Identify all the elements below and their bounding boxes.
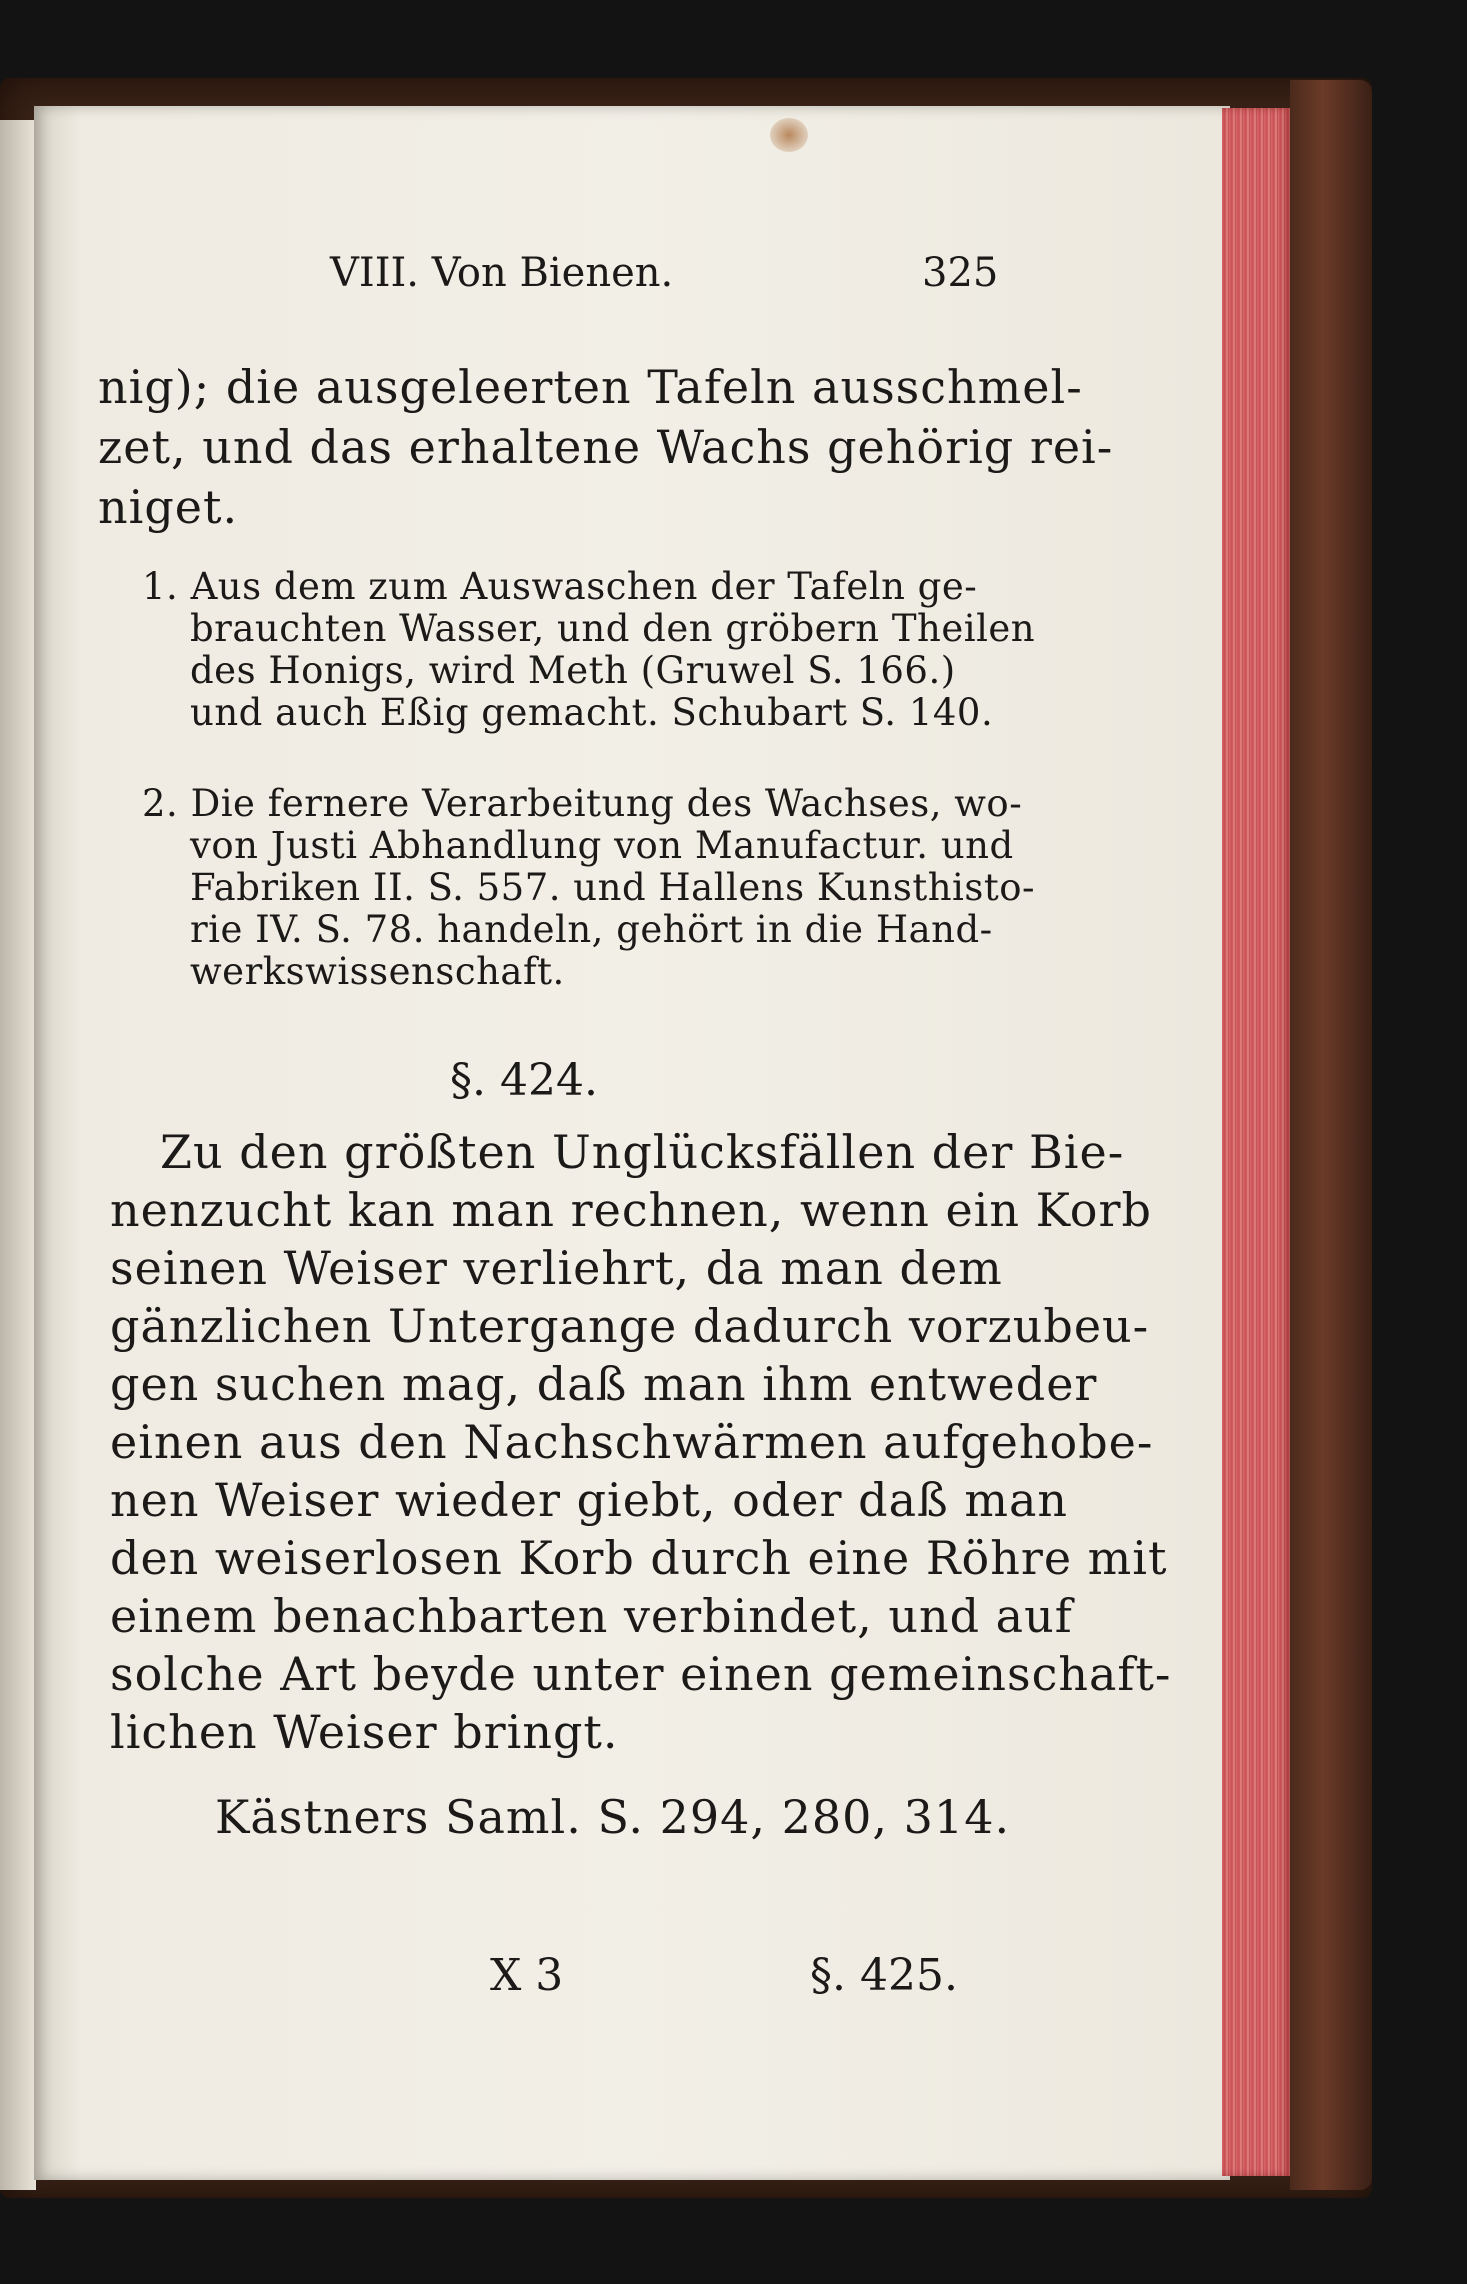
note-line: 2. Die fernere Verarbeitung des Wachses, wo-: [142, 782, 1023, 825]
note-line: werkswissenschaft.: [190, 950, 565, 993]
text-line: lichen Weiser bringt.: [110, 1705, 619, 1759]
book-cover-edge: [1290, 80, 1372, 2190]
text-line: gen suchen mag, daß man ihm entweder: [110, 1357, 1098, 1411]
note-line: Fabriken II. S. 557. und Hallens Kunsthisto-: [190, 866, 1035, 909]
note-line: und auch Eßig gemacht. Schubart S. 140.: [190, 691, 994, 734]
catchword: §. 425.: [810, 1950, 958, 2001]
page-edges-red: [1222, 108, 1290, 2176]
text-line: einem benachbarten verbindet, und auf: [110, 1589, 1073, 1643]
text-line: nig); die ausgeleerten Tafeln ausschmel-: [98, 360, 1083, 414]
text-line: Zu den größten Unglücksfällen der Bie-: [160, 1125, 1125, 1179]
text-line: einen aus den Nachschwärmen aufgehobe-: [110, 1415, 1154, 1469]
note-line: brauchten Wasser, und den gröbern Theilen: [190, 607, 1036, 650]
text-line: solche Art beyde unter einen gemeinschaft-: [110, 1647, 1172, 1701]
text-line: seinen Weiser verliehrt, da man dem: [110, 1241, 1003, 1295]
text-line: niget.: [98, 480, 239, 534]
text-line: nenzucht kan man rechnen, wenn ein Korb: [110, 1183, 1152, 1237]
note-line: des Honigs, wird Meth (Gruwel S. 166.): [190, 649, 956, 692]
text-line: nen Weiser wieder giebt, oder daß man: [110, 1473, 1069, 1527]
text-line: gänzlichen Untergange dadurch vorzubeu-: [110, 1299, 1150, 1353]
note-line: 1. Aus dem zum Auswaschen der Tafeln ge-: [142, 565, 978, 608]
signature-mark: X 3: [490, 1950, 564, 2001]
running-head: VIII. Von Bienen.: [330, 250, 674, 296]
reference-line: Kästners Saml. S. 294, 280, 314.: [215, 1790, 1011, 1844]
paper-stain: [770, 118, 808, 152]
section-heading: §. 424.: [450, 1055, 598, 1106]
text-line: den weiserlosen Korb durch eine Röhre mit: [110, 1531, 1168, 1585]
left-page-edge: [0, 120, 36, 2190]
note-line: von Justi Abhandlung von Manufactur. und: [190, 824, 1014, 867]
text-line: zet, und das erhaltene Wachs gehörig rei-: [98, 420, 1114, 474]
note-line: rie IV. S. 78. handeln, gehört in die Hand-: [190, 908, 993, 951]
page-number: 325: [922, 250, 999, 296]
